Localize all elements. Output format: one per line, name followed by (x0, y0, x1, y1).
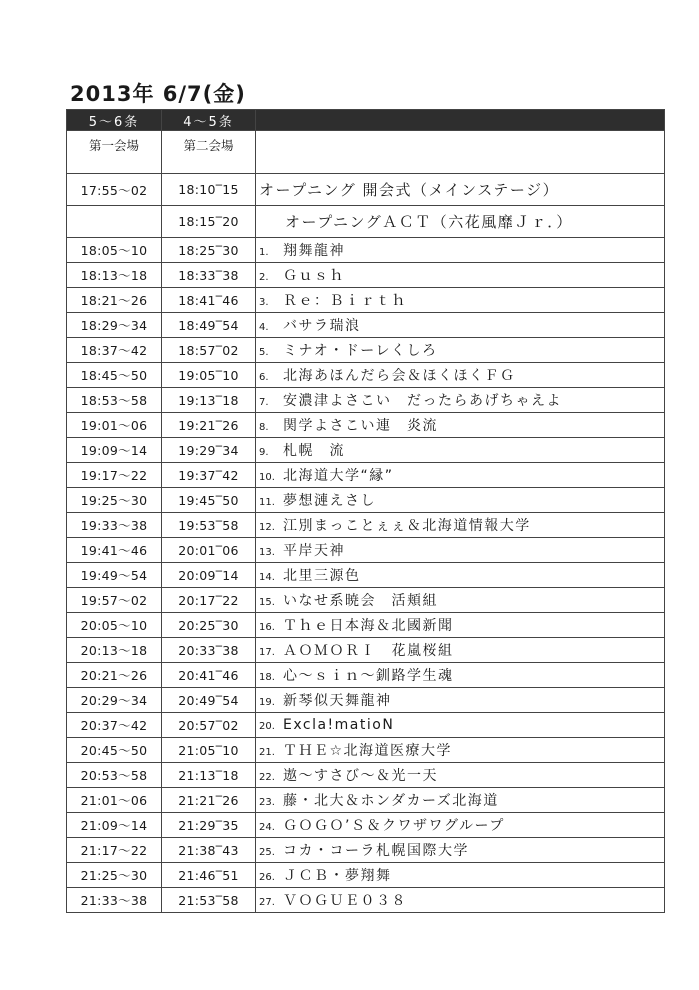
team-number: 16. (259, 622, 275, 633)
team-row (67, 463, 665, 488)
team-cell (256, 538, 665, 563)
venue2-time: 19:29‾34 (162, 438, 256, 463)
team-cell (256, 313, 665, 338)
venue2-time: 20:17‾22 (162, 588, 256, 613)
team-name: Excla!matioN (283, 717, 395, 733)
team-row (67, 263, 665, 288)
venue1-time: 18:45～50 (67, 363, 162, 388)
venue2-time: 18:49‾54 (162, 313, 256, 338)
team-cell (256, 488, 665, 513)
team-number: 7. (259, 397, 269, 408)
team-cell (256, 263, 665, 288)
venue1-time: 21:09～14 (67, 813, 162, 838)
venue1-time: 19:25～30 (67, 488, 162, 513)
team-name: 北海あほんだら会＆ほくほくＦＧ (283, 368, 516, 384)
team-number: 26. (259, 872, 275, 883)
venue1-time: 18:21～26 (67, 288, 162, 313)
venue2-time: 20:01‾06 (162, 538, 256, 563)
team-number: 19. (259, 697, 275, 708)
team-row (67, 338, 665, 363)
venue2-time: 20:09‾14 (162, 563, 256, 588)
team-row (67, 838, 665, 863)
team-number: 3. (259, 297, 269, 308)
venue1-label: 第一会場 (67, 131, 162, 174)
team-cell (256, 838, 665, 863)
venue-blank (256, 131, 665, 174)
venue2-time: 18:25‾30 (162, 238, 256, 263)
team-cell (256, 588, 665, 613)
venue2-time: 18:41‾46 (162, 288, 256, 313)
team-number: 25. (259, 847, 275, 858)
team-cell (256, 338, 665, 363)
team-name: 新琴似天舞龍神 (283, 693, 392, 709)
team-row (67, 738, 665, 763)
team-row (67, 363, 665, 388)
team-cell (256, 513, 665, 538)
team-name: 藤・北大＆ホンダカーズ北海道 (283, 793, 499, 809)
team-number: 10. (259, 472, 275, 483)
venue1-time: 18:53～58 (67, 388, 162, 413)
venue2-time: 21:05‾10 (162, 738, 256, 763)
venue1-time: 20:45～50 (67, 738, 162, 763)
venue-row (67, 131, 665, 174)
team-name: 安濃津よさこい だったらあげちゃえよ (283, 393, 562, 409)
team-row (67, 588, 665, 613)
venue1-time: 19:41～46 (67, 538, 162, 563)
team-row (67, 288, 665, 313)
team-row (67, 438, 665, 463)
team-name: 平岸天神 (283, 543, 345, 559)
venue2-time: 20:49‾54 (162, 688, 256, 713)
team-number: 1. (259, 247, 269, 258)
team-number: 8. (259, 422, 269, 433)
venue1-time: 20:05～10 (67, 613, 162, 638)
team-cell (256, 288, 665, 313)
team-number: 9. (259, 447, 269, 458)
team-row (67, 238, 665, 263)
header-venue2-area: 4～5条 (162, 110, 256, 131)
team-row (67, 813, 665, 838)
venue2-time: 18:15‾20 (162, 206, 256, 238)
venue2-time: 21:53‾58 (162, 888, 256, 913)
team-name: 翔舞龍神 (283, 243, 345, 259)
team-row (67, 713, 665, 738)
venue1-time: 19:01～06 (67, 413, 162, 438)
venue1-time: 19:33～38 (67, 513, 162, 538)
team-name: ＴＨＥ☆北海道医療大学 (283, 743, 453, 759)
team-number: 24. (259, 822, 275, 833)
schedule-table (66, 109, 665, 913)
team-name: Ｒｅ：Ｂｉｒｔｈ (283, 293, 407, 309)
team-number: 20. (259, 721, 275, 732)
team-cell (256, 738, 665, 763)
venue1-time: 19:49～54 (67, 563, 162, 588)
header-row (67, 110, 665, 131)
team-cell (256, 413, 665, 438)
team-row (67, 863, 665, 888)
venue2-time: 21:29‾35 (162, 813, 256, 838)
venue1-time: 18:13～18 (67, 263, 162, 288)
team-number: 12. (259, 522, 275, 533)
team-name: Ｇｕｓｈ (283, 268, 345, 284)
team-number: 15. (259, 597, 275, 608)
event-name-text: オープニング 開会式（メインステージ） (259, 181, 560, 199)
team-cell (256, 613, 665, 638)
team-row (67, 413, 665, 438)
team-cell (256, 438, 665, 463)
team-number: 23. (259, 797, 275, 808)
team-cell (256, 563, 665, 588)
venue2-time: 21:21‾26 (162, 788, 256, 813)
venue1-time: 19:17～22 (67, 463, 162, 488)
team-number: 4. (259, 322, 269, 333)
team-cell (256, 388, 665, 413)
team-cell (256, 238, 665, 263)
team-row (67, 788, 665, 813)
team-number: 14. (259, 572, 275, 583)
venue2-time: 18:10‾15 (162, 174, 256, 206)
venue1-time: 18:37～42 (67, 338, 162, 363)
team-row (67, 763, 665, 788)
team-cell (256, 688, 665, 713)
venue1-time: 20:53～58 (67, 763, 162, 788)
team-cell (256, 863, 665, 888)
venue2-time: 20:25‾30 (162, 613, 256, 638)
venue1-time: 21:33～38 (67, 888, 162, 913)
team-name: 心～ｓｉｎ～釧路学生魂 (283, 668, 454, 684)
team-number: 27. (259, 897, 275, 908)
venue1-time: 17:55～02 (67, 174, 162, 206)
team-row (67, 388, 665, 413)
venue2-time: 19:45‾50 (162, 488, 256, 513)
team-name: ＡＯＭＯＲＩ 花嵐桜組 (283, 643, 454, 659)
venue2-time: 19:13‾18 (162, 388, 256, 413)
team-row (67, 313, 665, 338)
venue1-time: 20:29～34 (67, 688, 162, 713)
venue1-time: 21:25～30 (67, 863, 162, 888)
venue1-time: 21:01～06 (67, 788, 162, 813)
team-number: 18. (259, 672, 275, 683)
venue1-time: 19:57～02 (67, 588, 162, 613)
team-name: いなせ系暁会 活頬組 (283, 593, 438, 609)
venue2-time: 19:05‾10 (162, 363, 256, 388)
venue2-time: 19:37‾42 (162, 463, 256, 488)
team-name: 関学よさこい連 炎流 (283, 418, 438, 434)
venue1-time: 20:13～18 (67, 638, 162, 663)
team-name: 札幌 流 (283, 443, 345, 459)
team-row (67, 563, 665, 588)
venue2-time: 21:46‾51 (162, 863, 256, 888)
team-name: コカ・コーラ札幌国際大学 (283, 843, 469, 859)
venue2-label: 第二会場 (162, 131, 256, 174)
team-name: 北海道大学“縁” (283, 468, 394, 484)
event-name-text: オープニングＡＣＴ（六花風靡Ｊｒ．） (285, 213, 573, 231)
venue1-time: 20:21～26 (67, 663, 162, 688)
team-name: 夢想漣えさし (283, 493, 376, 509)
venue2-time: 20:57‾02 (162, 713, 256, 738)
venue1-time: 18:29～34 (67, 313, 162, 338)
team-cell (256, 713, 665, 738)
event-name (256, 206, 665, 238)
venue2-time: 19:53‾58 (162, 513, 256, 538)
team-name: ミナオ・ドーレくしろ (283, 343, 438, 359)
team-cell (256, 888, 665, 913)
venue1-time: 20:37～42 (67, 713, 162, 738)
venue1-time (67, 206, 162, 238)
team-cell (256, 763, 665, 788)
venue2-time: 20:33‾38 (162, 638, 256, 663)
team-row (67, 488, 665, 513)
team-row (67, 638, 665, 663)
venue2-time: 18:57‾02 (162, 338, 256, 363)
team-name: Ｔｈｅ日本海＆北國新聞 (283, 618, 454, 634)
opening-act-row (67, 206, 665, 238)
event-name (256, 174, 665, 206)
opening-ceremony-row (67, 174, 665, 206)
team-name: 遨～すさび～＆光一天 (283, 768, 438, 784)
team-number: 17. (259, 647, 275, 658)
team-number: 21. (259, 747, 275, 758)
team-row (67, 513, 665, 538)
venue2-time: 21:13‾18 (162, 763, 256, 788)
team-cell (256, 638, 665, 663)
team-row (67, 663, 665, 688)
header-blank (256, 110, 665, 131)
team-row (67, 613, 665, 638)
venue2-time: 19:21‾26 (162, 413, 256, 438)
team-name: 北里三源色 (283, 568, 361, 584)
team-name: ＪＣＢ・夢翔舞 (283, 868, 392, 884)
venue1-time: 21:17～22 (67, 838, 162, 863)
team-number: 6. (259, 372, 269, 383)
team-name: ＧＯＧＯ’Ｓ＆クワザワグループ (283, 818, 505, 834)
team-cell (256, 363, 665, 388)
venue2-time: 20:41‾46 (162, 663, 256, 688)
team-row (67, 888, 665, 913)
team-cell (256, 788, 665, 813)
venue2-time: 18:33‾38 (162, 263, 256, 288)
team-number: 11. (259, 497, 275, 508)
team-number: 2. (259, 272, 269, 283)
team-name: バサラ瑞浪 (283, 318, 361, 334)
venue2-time: 21:38‾43 (162, 838, 256, 863)
team-cell (256, 463, 665, 488)
team-name: 江別まっことぇぇ＆北海道情報大学 (283, 518, 531, 534)
team-row (67, 688, 665, 713)
page-title: 2013年 6/7(金) (70, 82, 246, 106)
venue1-time: 18:05～10 (67, 238, 162, 263)
team-name: ＶＯＧＵＥ０３８ (283, 893, 407, 909)
team-number: 13. (259, 547, 275, 558)
header-venue1-area: 5～6条 (67, 110, 162, 131)
venue1-time: 19:09～14 (67, 438, 162, 463)
team-number: 22. (259, 772, 275, 783)
team-cell (256, 663, 665, 688)
team-number: 5. (259, 347, 269, 358)
team-cell (256, 813, 665, 838)
team-row (67, 538, 665, 563)
